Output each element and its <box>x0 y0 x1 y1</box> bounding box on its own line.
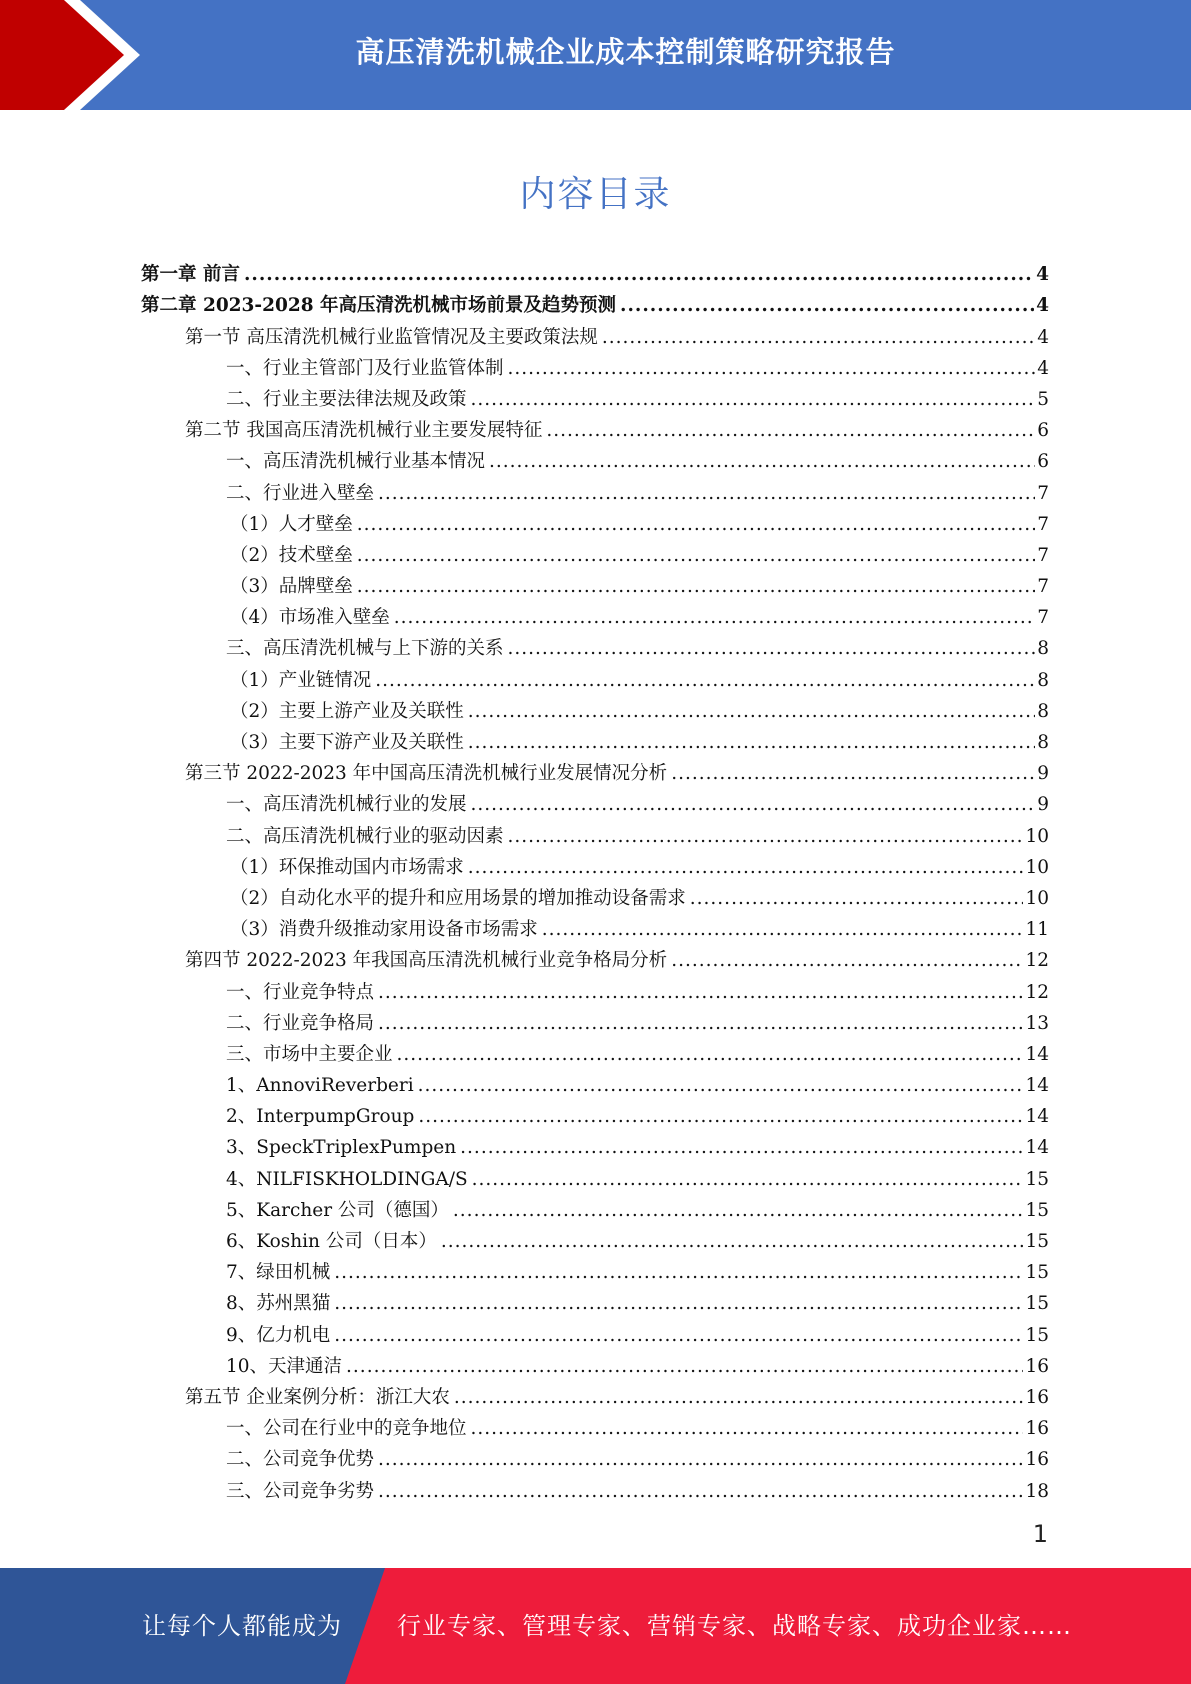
toc-dot-leader <box>460 1137 1023 1159</box>
toc-entry-page: 9 <box>1037 763 1049 785</box>
toc-entry-title: 第四节 2022-2023 年我国高压清洗机械行业竞争格局分析 <box>185 950 668 972</box>
toc-entry-title: 二、行业竞争格局 <box>226 1012 375 1034</box>
toc-heading: 内容目录 <box>519 174 672 215</box>
toc-entry[interactable] <box>141 723 1049 754</box>
toc-entry-title: 第一章 前言 <box>141 264 240 286</box>
toc-entry-title: 三、市场中主要企业 <box>226 1043 393 1065</box>
toc-entry[interactable] <box>141 1253 1049 1284</box>
toc-entry-title: （1）产业链情况 <box>230 669 372 691</box>
toc-dot-leader <box>378 1013 1023 1035</box>
toc-dot-leader <box>671 763 1035 785</box>
toc-entry-page: 5 <box>1037 388 1049 410</box>
toc-entry-page: 18 <box>1025 1480 1049 1502</box>
toc-entry-title: 9、亿力机电 <box>226 1324 331 1346</box>
toc-entry-title: 3、SpeckTriplexPumpen <box>226 1137 457 1159</box>
toc-entry-page: 11 <box>1025 919 1049 941</box>
toc-dot-leader <box>671 950 1023 972</box>
report-title: 高压清洗机械企业成本控制策略研究报告 <box>355 35 896 69</box>
toc-dot-leader <box>508 358 1036 380</box>
toc-entry[interactable] <box>141 1315 1049 1346</box>
toc-entry[interactable] <box>141 1191 1049 1222</box>
table-of-contents <box>141 255 1049 1503</box>
toc-entry-page: 8 <box>1037 700 1049 722</box>
toc-entry-page: 15 <box>1025 1231 1049 1252</box>
toc-entry[interactable] <box>141 598 1049 629</box>
toc-entry-page: 13 <box>1025 1012 1049 1034</box>
toc-entry[interactable] <box>141 1409 1049 1440</box>
toc-entry-page: 12 <box>1025 981 1049 1003</box>
toc-entry-title: （3）主要下游产业及关联性 <box>230 732 464 753</box>
toc-entry-page: 7 <box>1037 576 1049 598</box>
toc-dot-leader <box>508 826 1024 848</box>
toc-entry-title: 1、AnnoviReverberi <box>226 1075 414 1097</box>
toc-entry[interactable] <box>141 941 1049 972</box>
toc-entry[interactable] <box>141 848 1049 879</box>
toc-entry-page: 4 <box>1036 295 1049 317</box>
toc-entry[interactable] <box>141 785 1049 816</box>
toc-entry[interactable] <box>141 536 1049 567</box>
toc-entry[interactable] <box>141 1378 1049 1409</box>
page-number: 1 <box>1032 1520 1048 1548</box>
toc-entry-title: （3）消费升级推动家用设备市场需求 <box>230 919 538 941</box>
toc-dot-leader <box>489 451 1035 473</box>
toc-entry-title: 二、高压清洗机械行业的驱动因素 <box>226 825 504 847</box>
toc-entry[interactable] <box>141 286 1049 317</box>
toc-dot-leader <box>468 732 1035 754</box>
toc-dot-leader <box>378 483 1035 505</box>
toc-entry[interactable] <box>141 255 1049 286</box>
toc-entry-title: 第二节 我国高压清洗机械行业主要发展特征 <box>185 420 543 442</box>
toc-entry-page: 10 <box>1025 856 1049 878</box>
toc-entry-page: 14 <box>1025 1075 1049 1097</box>
footer-slogan-left: 让每个人都能成为 <box>142 1612 342 1640</box>
toc-entry-page: 15 <box>1025 1262 1049 1284</box>
toc-entry-page: 16 <box>1025 1449 1049 1471</box>
toc-entry-page: 4 <box>1037 357 1049 379</box>
toc-dot-leader <box>334 1325 1023 1347</box>
toc-dot-leader <box>602 327 1035 349</box>
toc-entry-title: 第一节 高压清洗机械行业监管情况及主要政策法规 <box>185 326 598 348</box>
toc-entry[interactable] <box>141 1097 1049 1128</box>
toc-dot-leader <box>418 1106 1023 1128</box>
toc-entry-page: 6 <box>1037 451 1049 473</box>
toc-entry-page: 9 <box>1037 794 1049 816</box>
toc-dot-leader <box>471 389 1036 411</box>
toc-entry[interactable] <box>141 349 1049 380</box>
toc-dot-leader <box>508 638 1036 660</box>
toc-entry-title: 二、公司竞争优势 <box>226 1449 375 1471</box>
toc-entry-title: 二、行业进入壁垒 <box>226 482 375 504</box>
toc-entry[interactable] <box>141 1004 1049 1035</box>
toc-entry-page: 16 <box>1025 1418 1049 1440</box>
toc-entry[interactable] <box>141 1471 1049 1502</box>
toc-entry-page: 6 <box>1037 420 1049 442</box>
toc-dot-leader <box>620 295 1034 317</box>
toc-dot-leader <box>471 1418 1024 1440</box>
toc-entry[interactable] <box>141 910 1049 941</box>
toc-entry[interactable] <box>141 816 1049 847</box>
toc-entry-page: 8 <box>1037 732 1049 753</box>
toc-entry[interactable] <box>141 411 1049 442</box>
toc-entry-page: 7 <box>1037 513 1049 535</box>
toc-entry[interactable] <box>141 1066 1049 1097</box>
toc-entry[interactable] <box>141 879 1049 910</box>
toc-entry-title: 4、NILFISKHOLDINGA/S <box>226 1168 468 1190</box>
toc-entry[interactable] <box>141 505 1049 536</box>
toc-entry-page: 7 <box>1037 544 1049 566</box>
toc-entry[interactable] <box>141 972 1049 1003</box>
toc-entry-title: （2）主要上游产业及关联性 <box>230 700 464 722</box>
toc-entry[interactable] <box>141 567 1049 598</box>
toc-entry[interactable] <box>141 629 1049 660</box>
toc-dot-leader <box>454 1387 1024 1409</box>
toc-entry-page: 15 <box>1025 1293 1049 1315</box>
toc-entry[interactable] <box>141 1159 1049 1190</box>
toc-entry[interactable] <box>141 754 1049 785</box>
toc-entry-title: 三、高压清洗机械与上下游的关系 <box>226 638 504 660</box>
toc-entry[interactable] <box>141 1347 1049 1378</box>
toc-entry[interactable] <box>141 1440 1049 1471</box>
toc-dot-leader <box>378 982 1023 1004</box>
toc-entry-page: 10 <box>1025 887 1049 909</box>
toc-entry-title: 7、绿田机械 <box>226 1262 331 1284</box>
toc-entry-title: 一、高压清洗机械行业的发展 <box>226 794 467 816</box>
toc-entry-title: 第三节 2022-2023 年中国高压清洗机械行业发展情况分析 <box>185 763 668 785</box>
toc-entry-title: 第五节 企业案例分析：浙江大农 <box>185 1386 450 1408</box>
toc-dot-leader <box>468 857 1024 879</box>
toc-entry[interactable] <box>141 473 1049 504</box>
toc-entry-page: 15 <box>1025 1199 1049 1221</box>
toc-dot-leader <box>378 1481 1023 1503</box>
toc-entry-title: 6、Koshin 公司（日本） <box>226 1231 437 1252</box>
toc-dot-leader <box>542 919 1024 941</box>
toc-entry-title: （2）自动化水平的提升和应用场景的增加推动设备需求 <box>230 887 686 909</box>
toc-dot-leader <box>546 420 1035 442</box>
toc-entry-page: 14 <box>1025 1106 1049 1128</box>
toc-entry-page: 4 <box>1037 326 1049 348</box>
toc-entry[interactable] <box>141 380 1049 411</box>
toc-entry-page: 4 <box>1036 264 1049 286</box>
toc-entry-page: 8 <box>1037 638 1049 660</box>
header-band <box>0 0 1191 110</box>
toc-entry-page: 15 <box>1025 1168 1049 1190</box>
toc-entry-title: （3）品牌壁垒 <box>230 576 353 598</box>
toc-entry[interactable] <box>141 692 1049 723</box>
toc-entry-title: （1）人才壁垒 <box>230 513 353 535</box>
toc-entry-page: 12 <box>1025 950 1049 972</box>
toc-entry[interactable] <box>141 442 1049 473</box>
toc-entry-page: 16 <box>1025 1355 1049 1377</box>
toc-entry-title: 三、公司竞争劣势 <box>226 1480 375 1502</box>
toc-dot-leader <box>378 1449 1023 1471</box>
toc-dot-leader <box>244 264 1034 286</box>
toc-entry-page: 16 <box>1025 1386 1049 1408</box>
toc-entry-title: 一、高压清洗机械行业基本情况 <box>226 451 486 473</box>
toc-entry-title: 二、行业主要法律法规及政策 <box>226 388 467 410</box>
toc-dot-leader <box>418 1075 1024 1097</box>
toc-entry-title: 2、InterpumpGroup <box>226 1106 415 1128</box>
toc-entry-page: 8 <box>1037 669 1049 691</box>
toc-entry-title: 5、Karcher 公司（德国） <box>226 1199 449 1221</box>
footer-band <box>0 1568 1191 1684</box>
toc-entry-page: 15 <box>1025 1324 1049 1346</box>
toc-dot-leader <box>357 545 1035 567</box>
toc-entry-title: 一、公司在行业中的竞争地位 <box>226 1418 467 1440</box>
toc-dot-leader <box>346 1356 1023 1378</box>
toc-dot-leader <box>453 1200 1024 1222</box>
toc-dot-leader <box>468 701 1035 723</box>
toc-dot-leader <box>334 1262 1023 1284</box>
toc-entry-page: 7 <box>1037 482 1049 504</box>
toc-entry[interactable] <box>141 660 1049 691</box>
toc-entry-title: 8、苏州黑猫 <box>226 1293 331 1315</box>
toc-dot-leader <box>357 514 1035 536</box>
toc-entry-page: 7 <box>1037 607 1049 629</box>
toc-dot-leader <box>472 1169 1024 1191</box>
toc-entry-title: （2）技术壁垒 <box>230 544 353 566</box>
toc-entry-title: （4）市场准入壁垒 <box>230 607 390 629</box>
toc-entry-title: 一、行业竞争特点 <box>226 981 375 1003</box>
toc-entry[interactable] <box>141 317 1049 348</box>
toc-dot-leader <box>394 607 1035 629</box>
toc-entry-page: 14 <box>1025 1137 1049 1159</box>
toc-dot-leader <box>690 888 1024 910</box>
toc-entry-title: 第二章 2023-2028 年高压清洗机械市场前景及趋势预测 <box>141 295 617 317</box>
toc-entry-page: 10 <box>1025 825 1049 847</box>
toc-dot-leader <box>471 794 1036 816</box>
toc-entry-page: 14 <box>1025 1043 1049 1065</box>
toc-entry-title: 一、行业主管部门及行业监管体制 <box>226 357 504 379</box>
toc-entry[interactable] <box>141 1222 1049 1253</box>
toc-dot-leader <box>375 670 1035 692</box>
toc-entry-title: （1）环保推动国内市场需求 <box>230 856 464 878</box>
toc-dot-leader <box>357 576 1035 598</box>
footer-slogan-right: 行业专家、管理专家、营销专家、战略专家、成功企业家…… <box>397 1612 1072 1640</box>
toc-entry[interactable] <box>141 1284 1049 1315</box>
toc-entry[interactable] <box>141 1035 1049 1066</box>
toc-entry[interactable] <box>141 1128 1049 1159</box>
toc-dot-leader <box>441 1231 1024 1253</box>
toc-dot-leader <box>397 1044 1024 1066</box>
toc-dot-leader <box>334 1293 1023 1315</box>
toc-entry-title: 10、天津通洁 <box>226 1355 343 1377</box>
